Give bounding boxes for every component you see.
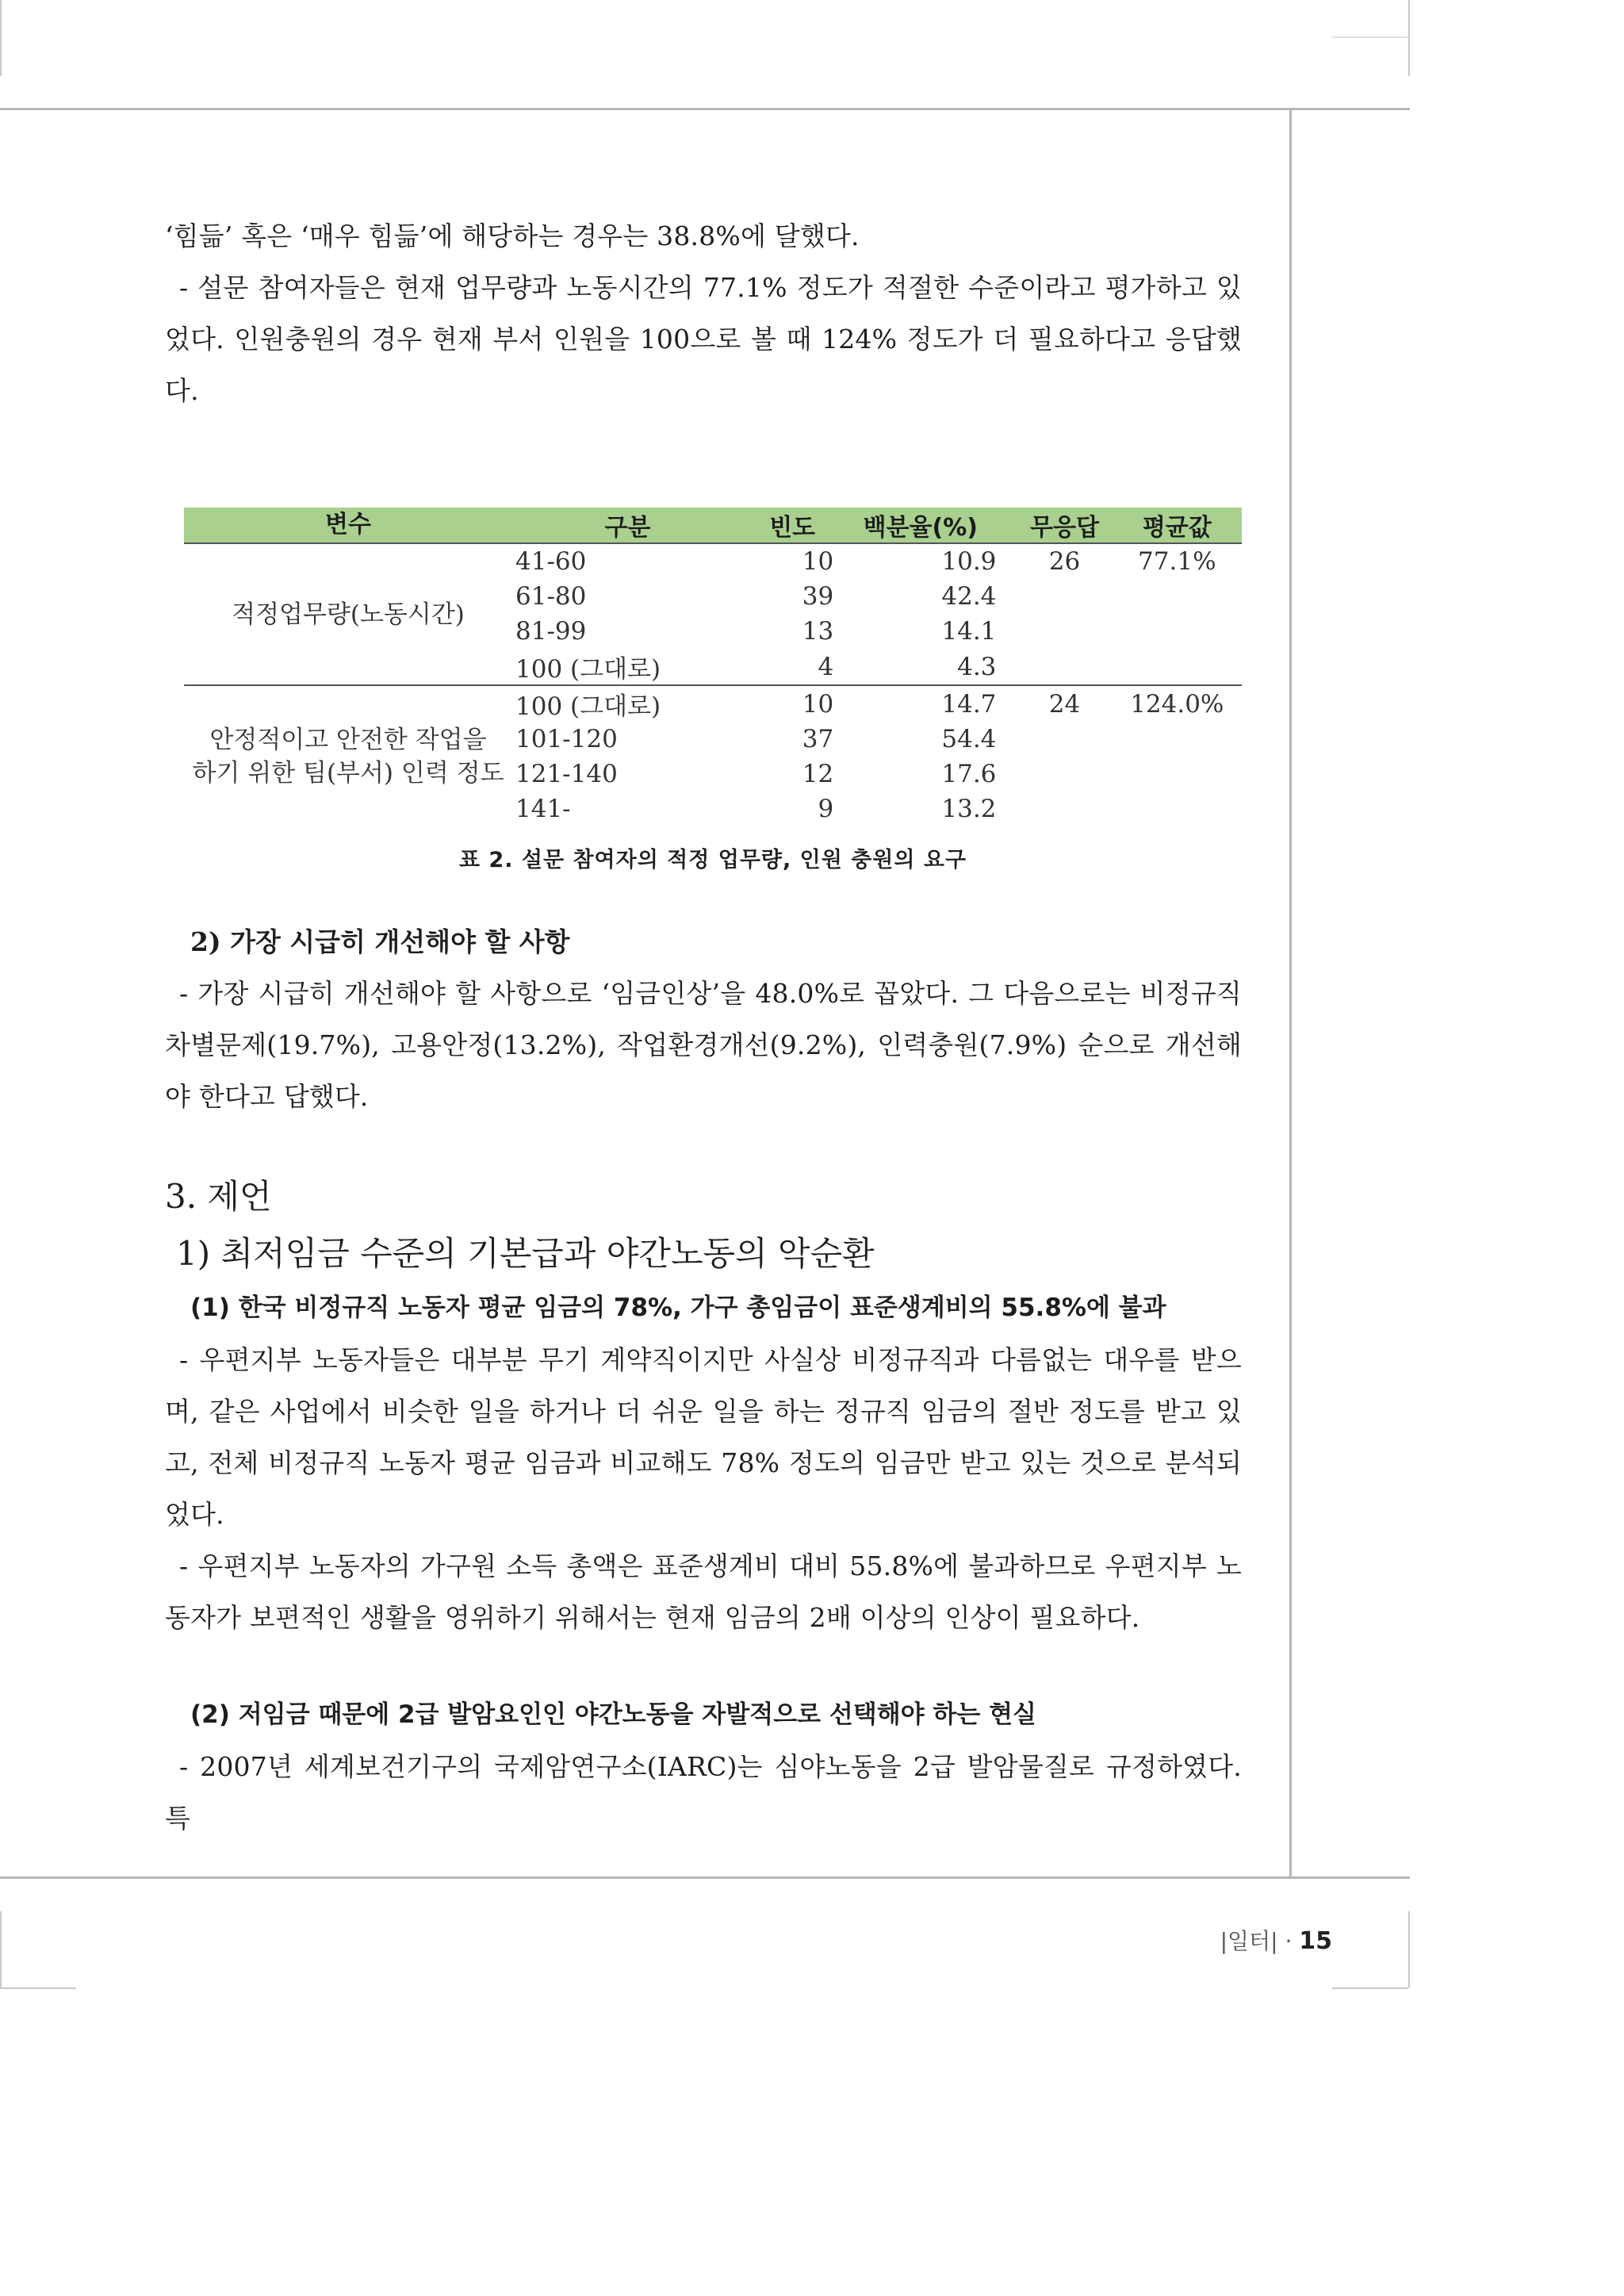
table-cell-category: 101-120 <box>515 725 618 753</box>
table-caption: 표 2. 설문 참여자의 적정 업무량, 인원 충원의 요구 <box>458 848 967 872</box>
right-margin-rule <box>1289 108 1292 1878</box>
section3-heading: 3. 제언 <box>165 1177 272 1216</box>
table-cell-frequency: 37 <box>802 725 834 753</box>
table-cell-percent: 10.9 <box>941 547 997 576</box>
crop-mark-bottom-left <box>0 1911 2 1987</box>
survey-table <box>184 508 1242 826</box>
footer-label: |일터| · <box>1220 1928 1293 1954</box>
section3-subheading: 1) 최저임금 수준의 기본급과 야간노동의 악순환 <box>176 1234 875 1273</box>
table-cell-frequency: 12 <box>802 760 834 788</box>
crop-mark-top-left <box>0 0 2 76</box>
crop-mark-bottom-right-h <box>1332 1987 1408 1989</box>
table-cell-frequency: 10 <box>802 547 834 576</box>
table-cell-percent: 14.7 <box>840 685 1017 722</box>
table-cell-frequency: 10 <box>745 685 840 722</box>
table-cell-percent: 54.4 <box>941 725 997 753</box>
group2-variable <box>184 685 512 826</box>
table-cell-category: 100 (그대로) <box>512 685 745 722</box>
header-average: 평균값 <box>1113 508 1242 543</box>
crop-mark-top-right <box>1408 0 1410 76</box>
crop-mark-bottom-right <box>1408 1911 1410 1987</box>
item1-heading: (1) 한국 비정규직 노동자 평균 임금의 78%, 가구 총임금이 표준생계비의 55.8%에 불과 <box>190 1294 1166 1322</box>
page-footer <box>1220 1924 1332 1956</box>
header-variable: 변수 <box>184 508 512 543</box>
table-cell-percent: 13.2 <box>941 795 997 823</box>
header-frequency: 빈도 <box>745 508 840 543</box>
section2-body: - 가장 시급히 개선해야 할 사항으로 ‘임금인상’을 48.0%로 꼽았다. 그 다음으로는 비정규직 차별문제(19.7%), 고용안정(13.2%), 작업환경개선(9.2%), 인력충원(7.9%) 순으로 개선해야 한다고 답했다. <box>165 978 1242 1112</box>
intro-paragraph-1: ‘힘듦’ 혹은 ‘매우 힘듦’에 해당하는 경우는 38.8%에 달했다. <box>165 220 860 251</box>
group2-no-response: 24 <box>1017 685 1112 722</box>
intro-paragraph-2: - 설문 참여자들은 현재 업무량과 노동시간의 77.1% 정도가 적절한 수준이라고 평가하고 있었다. 인원충원의 경우 현재 부서 인원을 100으로 볼 때 124% 정도가 더 필요하다고 응답했다. <box>165 272 1242 406</box>
table-row <box>184 685 1242 722</box>
page-number: 15 <box>1299 1927 1332 1955</box>
header-percent: 백분율(%) <box>840 508 1017 543</box>
item2-paragraph-1: - 2007년 세계보건기구의 국제암연구소(IARC)는 심야노동을 2급 발암물질로 규정하였다. 특 <box>165 1751 1242 1834</box>
crop-mark-top-right-h <box>1332 36 1408 38</box>
table-cell-category: 61-80 <box>515 582 587 611</box>
group2-variable-line2: 하기 위한 팀(부서) 인력 정도 <box>192 758 504 788</box>
page-content <box>165 210 1242 1844</box>
table-header-row <box>184 508 1242 543</box>
crop-mark-bottom-left-h <box>0 1987 76 1989</box>
table-cell-percent: 42.4 <box>941 582 997 611</box>
header-category: 구분 <box>512 508 745 543</box>
item1-paragraph-1: - 우편지부 노동자들은 대부분 무기 계약직이지만 사실상 비정규직과 다름없는 대우를 받으며, 같은 사업에서 비슷한 일을 하거나 더 쉬운 일을 하는 정규직 임금의 절반 정도를 받고 있고, 전체 비정규직 노동자 평균 임금과 비교해도 78% 정도의 임금만 받고 있는 것으로 분석되었다. <box>165 1344 1242 1530</box>
table-cell-percent: 14.1 <box>941 617 997 646</box>
table-cell-category: 100 (그대로) <box>515 655 661 684</box>
table-cell-frequency: 9 <box>818 795 834 823</box>
table-row <box>184 543 1242 579</box>
table-cell-category: 141- <box>515 795 571 823</box>
table-cell-category: 81-99 <box>515 617 587 646</box>
footer-rule <box>0 1876 1410 1879</box>
item1-paragraph-2: - 우편지부 노동자의 가구원 소득 총액은 표준생계비 대비 55.8%에 불과하므로 우편지부 노동자가 보편적인 생활을 영위하기 위해서는 현재 임금의 2배 이상의 인상이 필요하다. <box>165 1550 1242 1633</box>
header-no-response: 무응답 <box>1017 508 1112 543</box>
group2-variable-line1: 안정적이고 안전한 작업을 <box>209 725 487 754</box>
group1-no-response: 26 <box>1048 547 1081 576</box>
section2-heading: 2) 가장 시급히 개선해야 할 사항 <box>190 926 570 957</box>
header-rule <box>0 108 1410 110</box>
table-cell-frequency: 4 <box>818 652 834 681</box>
group1-variable: 적정업무량(노동시간) <box>232 600 465 629</box>
group1-average: 77.1% <box>1138 547 1216 576</box>
table-cell-percent: 4.3 <box>957 652 997 681</box>
table-cell-category: 41-60 <box>515 547 587 576</box>
table-cell-frequency: 13 <box>802 617 834 646</box>
group2-average: 124.0% <box>1113 685 1242 722</box>
table-cell-frequency: 39 <box>802 582 834 611</box>
survey-table-wrapper <box>184 508 1242 873</box>
table-cell-category: 121-140 <box>515 760 618 788</box>
table-cell-percent: 17.6 <box>941 760 997 788</box>
item2-heading: (2) 저임금 때문에 2급 발암요인인 야간노동을 자발적으로 선택해야 하는 현실 <box>190 1700 1036 1729</box>
